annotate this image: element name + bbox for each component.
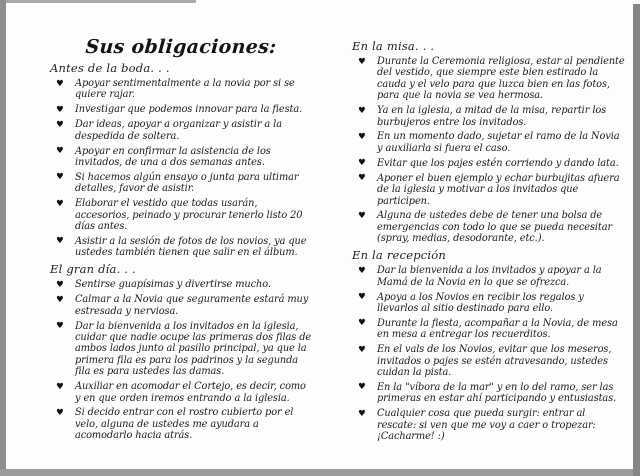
scan-edge-top [0, 0, 196, 3]
heart-bullet-icon: ♥ [358, 210, 366, 221]
item-text: Dar la bienvenida a los invitados en la iglesia, cuidar que nadie ocupe las primeras dos filas de ambos lados junto al pasillo principal, ya que la primera fila es para los padrinos y la segunda fila es para ustedes las damas. [75, 320, 312, 378]
list-item [352, 56, 626, 102]
heart-bullet-icon: ♥ [56, 279, 64, 290]
item-text: En la "víbora de la mar" y en lo del ramo, ser las primeras en estar ahí participando y entusiastas. [377, 381, 617, 405]
item-text: Durante la fiesta, acompañar a la Novia, de mesa en mesa a entregar los recuerditos. [377, 317, 618, 341]
list-item [352, 344, 626, 378]
heart-bullet-icon: ♥ [56, 78, 64, 89]
list-item [50, 381, 312, 404]
list-item [50, 78, 312, 101]
list-item [352, 105, 626, 128]
list-item [352, 408, 626, 442]
heart-bullet-icon: ♥ [358, 292, 366, 302]
list-item [50, 279, 312, 291]
heart-bullet-icon: ♥ [358, 158, 366, 169]
list-item [352, 158, 626, 170]
item-text: Dar ideas, apoyar a organizar y asistir a la despedida de soltera. [75, 119, 282, 142]
item-text: Calmar a la Novia que seguramente estará muy estresada y nerviosa. [75, 294, 309, 317]
right-column [352, 38, 626, 446]
item-text: Si decido entrar con el rostro cubierto por el velo, alguna de ustedes me ayudara a acomodarlo hacia atrás. [75, 407, 294, 442]
scan-edge-right [633, 4, 640, 476]
item-text: Asistir a la sesión de fotos de los novios, ya que ustedes también tienen que salir en el álbum. [75, 235, 307, 259]
list-item [50, 104, 312, 116]
section-heading: Antes de la boda. . . [50, 61, 170, 75]
list-item [352, 210, 626, 244]
heart-bullet-icon: ♥ [56, 198, 64, 209]
heart-bullet-icon: ♥ [56, 236, 64, 247]
heart-bullet-icon: ♥ [358, 105, 366, 116]
item-text: En el vals de los Novios, evitar que los meseros, invitados o pajes se estén atravesando, ustedes cuidan la pista. [377, 344, 612, 378]
item-text: Durante la Ceremonia religiosa, estar al pendiente del vestido, que siempre este bien estirado la cauda y el velo para que luzca bien en las fotos, para que la novia se vea hermosa. [377, 56, 625, 102]
scan-edge-bottom [0, 469, 640, 476]
section-heading: En la recepción [352, 248, 447, 263]
item-text: Sentirse guapísimas y divertirse mucho. [75, 279, 271, 291]
item-text: Ya en la iglesia, a mitad de la misa, repartir los burbujeros entre los invitados. [377, 105, 607, 128]
item-text: Cualquier cosa que pueda surgir: entrar al rescate: si ven que me voy a caer o tropezar: ¡Cacharme! :) [377, 408, 596, 442]
heart-bullet-icon: ♥ [358, 131, 366, 142]
left-column-sections [50, 61, 312, 442]
heart-bullet-icon: ♥ [358, 56, 366, 67]
list-item [352, 318, 626, 341]
heart-bullet-icon: ♥ [56, 407, 64, 418]
scan-edge-left [0, 0, 6, 476]
item-text: Si hacemos algún ensayo o junta para ultimar detalles, favor de asistir. [75, 171, 299, 195]
list-item [352, 382, 626, 405]
list-item [50, 321, 312, 378]
section-heading: En la misa. . . [352, 39, 435, 53]
list-item [50, 146, 312, 169]
list-item [50, 236, 312, 259]
page-title: Sus obligaciones: [84, 36, 278, 58]
list-item [352, 265, 626, 288]
list-item [50, 198, 312, 232]
item-text: Dar la bienvenida a los invitados y apoyar a la Mamá de la Novia en lo que se ofrezca. [377, 265, 602, 288]
heart-bullet-icon: ♥ [358, 344, 366, 355]
heart-bullet-icon: ♥ [56, 172, 64, 183]
item-text: Apoya a los Novios en recibir los regalos y llevarlos al sitio destinado para ello. [377, 291, 584, 314]
heart-bullet-icon: ♥ [56, 104, 64, 115]
item-text: Alguna de ustedes debe de tener una bolsa de emergencias con todo lo que se pueda necesitar (spray, medias, desodorante, etc.). [377, 210, 613, 245]
item-text: Auxiliar en acomodar el Cortejo, es decir, como y en que orden iremos entrando a la iglesia. [75, 381, 306, 404]
heart-bullet-icon: ♥ [358, 408, 366, 419]
list-item [352, 131, 626, 154]
list-item [50, 172, 312, 195]
item-text: Evitar que los pajes estén corriendo y dando lata. [377, 157, 619, 169]
item-text: Apoyar sentimentalmente a la novia por si se quiere rajar. [75, 78, 295, 101]
item-text: En un momento dado, sujetar el ramo de la Novia y auxiliarla si fuera el caso. [377, 131, 620, 154]
list-item [50, 407, 312, 441]
item-text: Apoyar en confirmar la asistencia de los invitados, de una a dos semanas antes. [75, 145, 271, 169]
item-text: Elaborar el vestido que todas usarán, accesorios, peinado y procurar tenerlo listo 20 días antes. [75, 198, 303, 233]
heart-bullet-icon: ♥ [56, 294, 64, 305]
heart-bullet-icon: ♥ [358, 265, 366, 276]
list-item [352, 292, 626, 315]
section-heading: El gran día. . . [50, 262, 136, 277]
item-text: Aponer el buen ejemplo y echar burbujitas afuera de la iglesia y motivar a los invitados que participen. [377, 172, 620, 207]
heart-bullet-icon: ♥ [56, 381, 64, 392]
list-item [50, 294, 312, 317]
left-column [50, 36, 312, 445]
heart-bullet-icon: ♥ [358, 382, 366, 393]
heart-bullet-icon: ♥ [56, 119, 64, 130]
heart-bullet-icon: ♥ [358, 173, 366, 184]
list-item [50, 119, 312, 142]
list-item [352, 173, 626, 207]
right-column-sections [352, 39, 626, 442]
heart-bullet-icon: ♥ [358, 318, 366, 329]
heart-bullet-icon: ♥ [56, 321, 64, 332]
item-text: Investigar que podemos innovar para la fiesta. [75, 104, 303, 116]
heart-bullet-icon: ♥ [56, 146, 64, 157]
